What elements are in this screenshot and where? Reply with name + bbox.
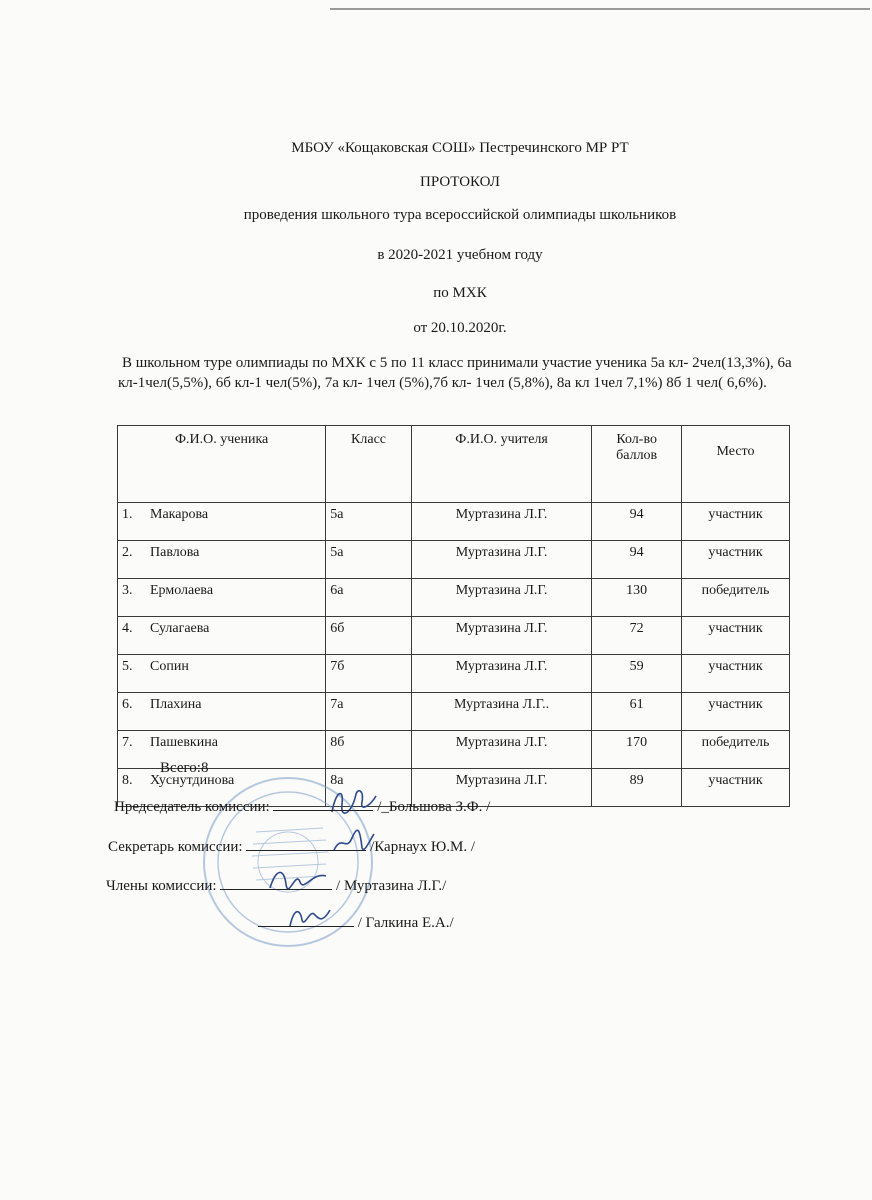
student-name-cell <box>118 579 326 617</box>
score-cell: 89 <box>592 769 682 807</box>
member2-signature-line <box>258 912 454 932</box>
place-cell: участник <box>682 769 790 807</box>
class-cell: 5а <box>326 503 412 541</box>
chair-label: Председатель комиссии: <box>114 799 270 815</box>
student-name: Макарова <box>150 507 209 522</box>
row-number: 8. <box>122 773 133 788</box>
score-cell: 94 <box>592 541 682 579</box>
student-name: Пашевкина <box>150 735 218 750</box>
total-count: Всего:8 <box>160 760 209 776</box>
place-cell: участник <box>682 541 790 579</box>
table-row <box>118 693 790 731</box>
signature-blank <box>246 836 366 851</box>
header-class: Класс <box>326 426 412 503</box>
place-cell: победитель <box>682 731 790 769</box>
score-cell: 130 <box>592 579 682 617</box>
school-name: МБОУ «Кощаковская СОШ» Пестречинского МР РТ <box>291 140 629 156</box>
results-table <box>117 425 790 807</box>
student-name-cell <box>118 731 326 769</box>
class-cell: 8а <box>326 769 412 807</box>
row-number: 5. <box>122 659 133 674</box>
header-place: Место <box>682 426 790 503</box>
signature-blank <box>273 796 373 811</box>
table-row <box>118 617 790 655</box>
chair-name: /_Большова З.Ф. / <box>377 799 491 815</box>
header-score: Кол-во баллов <box>592 426 682 503</box>
place-cell: победитель <box>682 579 790 617</box>
teacher-cell: Муртазина Л.Г. <box>411 617 591 655</box>
header-teacher: Ф.И.О. учителя <box>411 426 591 503</box>
student-name-cell <box>118 617 326 655</box>
score-cell: 72 <box>592 617 682 655</box>
teacher-cell: Муртазина Л.Г. <box>411 541 591 579</box>
place-cell: участник <box>682 655 790 693</box>
teacher-cell: Муртазина Л.Г.. <box>411 693 591 731</box>
score-cell: 59 <box>592 655 682 693</box>
protocol-date: от 20.10.2020г. <box>413 320 507 336</box>
members-signature-line <box>106 875 446 895</box>
class-cell: 7б <box>326 655 412 693</box>
teacher-cell: Муртазина Л.Г. <box>411 503 591 541</box>
signature-blank <box>258 912 354 927</box>
class-cell: 6б <box>326 617 412 655</box>
signature-blank <box>220 875 332 890</box>
row-number: 2. <box>122 545 133 560</box>
place-cell: участник <box>682 617 790 655</box>
chair-signature-line <box>114 796 490 816</box>
secretary-label: Секретарь комиссии: <box>108 839 243 855</box>
row-number: 3. <box>122 583 133 598</box>
student-name-cell <box>118 655 326 693</box>
row-number: 4. <box>122 621 133 636</box>
score-cell: 94 <box>592 503 682 541</box>
member2-name: / Галкина Е.А./ <box>357 915 454 931</box>
student-name-cell <box>118 541 326 579</box>
student-name: Сопин <box>150 659 189 674</box>
teacher-cell: Муртазина Л.Г. <box>411 769 591 807</box>
class-cell: 5а <box>326 541 412 579</box>
academic-year: в 2020-2021 учебном году <box>377 247 543 263</box>
table-row <box>118 655 790 693</box>
row-number: 1. <box>122 507 133 522</box>
student-name-cell <box>118 693 326 731</box>
student-name: Павлова <box>150 545 200 560</box>
table-header-row <box>118 426 790 503</box>
class-cell: 7а <box>326 693 412 731</box>
student-name: Ермолаева <box>150 583 214 598</box>
score-cell: 170 <box>592 731 682 769</box>
place-cell: участник <box>682 693 790 731</box>
table-row <box>118 731 790 769</box>
class-cell: 8б <box>326 731 412 769</box>
table-row <box>118 579 790 617</box>
secretary-name: /Карнаух Ю.М. / <box>370 839 476 855</box>
score-cell: 61 <box>592 693 682 731</box>
member1-name: / Муртазина Л.Г./ <box>336 878 447 894</box>
student-name: Плахина <box>150 697 202 712</box>
teacher-cell: Муртазина Л.Г. <box>411 579 591 617</box>
row-number: 7. <box>122 735 133 750</box>
document-subtitle: проведения школьного тура всероссийской олимпиады школьников <box>243 207 677 223</box>
table-row <box>118 503 790 541</box>
row-number: 6. <box>122 697 133 712</box>
teacher-cell: Муртазина Л.Г. <box>411 731 591 769</box>
secretary-signature-line <box>108 836 475 856</box>
intro-paragraph: В школьном туре олимпиады по МХК с 5 по 11 класс принимали участие ученика 5а кл- 2чел(13,3%), 6а кл-1чел(5,5%), 6б кл-1 чел(5%), 7а кл- 1чел (5%),7б кл- 1чел (5,8%), 8а кл 1чел 7,1%) 8б 1 чел( 6,6%). <box>118 355 792 391</box>
teacher-cell: Муртазина Л.Г. <box>411 655 591 693</box>
subject: по МХК <box>433 285 487 301</box>
table-row <box>118 541 790 579</box>
place-cell: участник <box>682 503 790 541</box>
class-cell: 6а <box>326 579 412 617</box>
student-name-cell <box>118 503 326 541</box>
document-type: ПРОТОКОЛ <box>420 174 500 190</box>
header-student-name: Ф.И.О. ученика <box>118 426 326 503</box>
student-name: Сулагаева <box>150 621 210 636</box>
members-label: Члены комиссии: <box>106 878 217 894</box>
student-name: Хуснутдинова <box>150 773 235 788</box>
top-border-line <box>330 8 870 10</box>
